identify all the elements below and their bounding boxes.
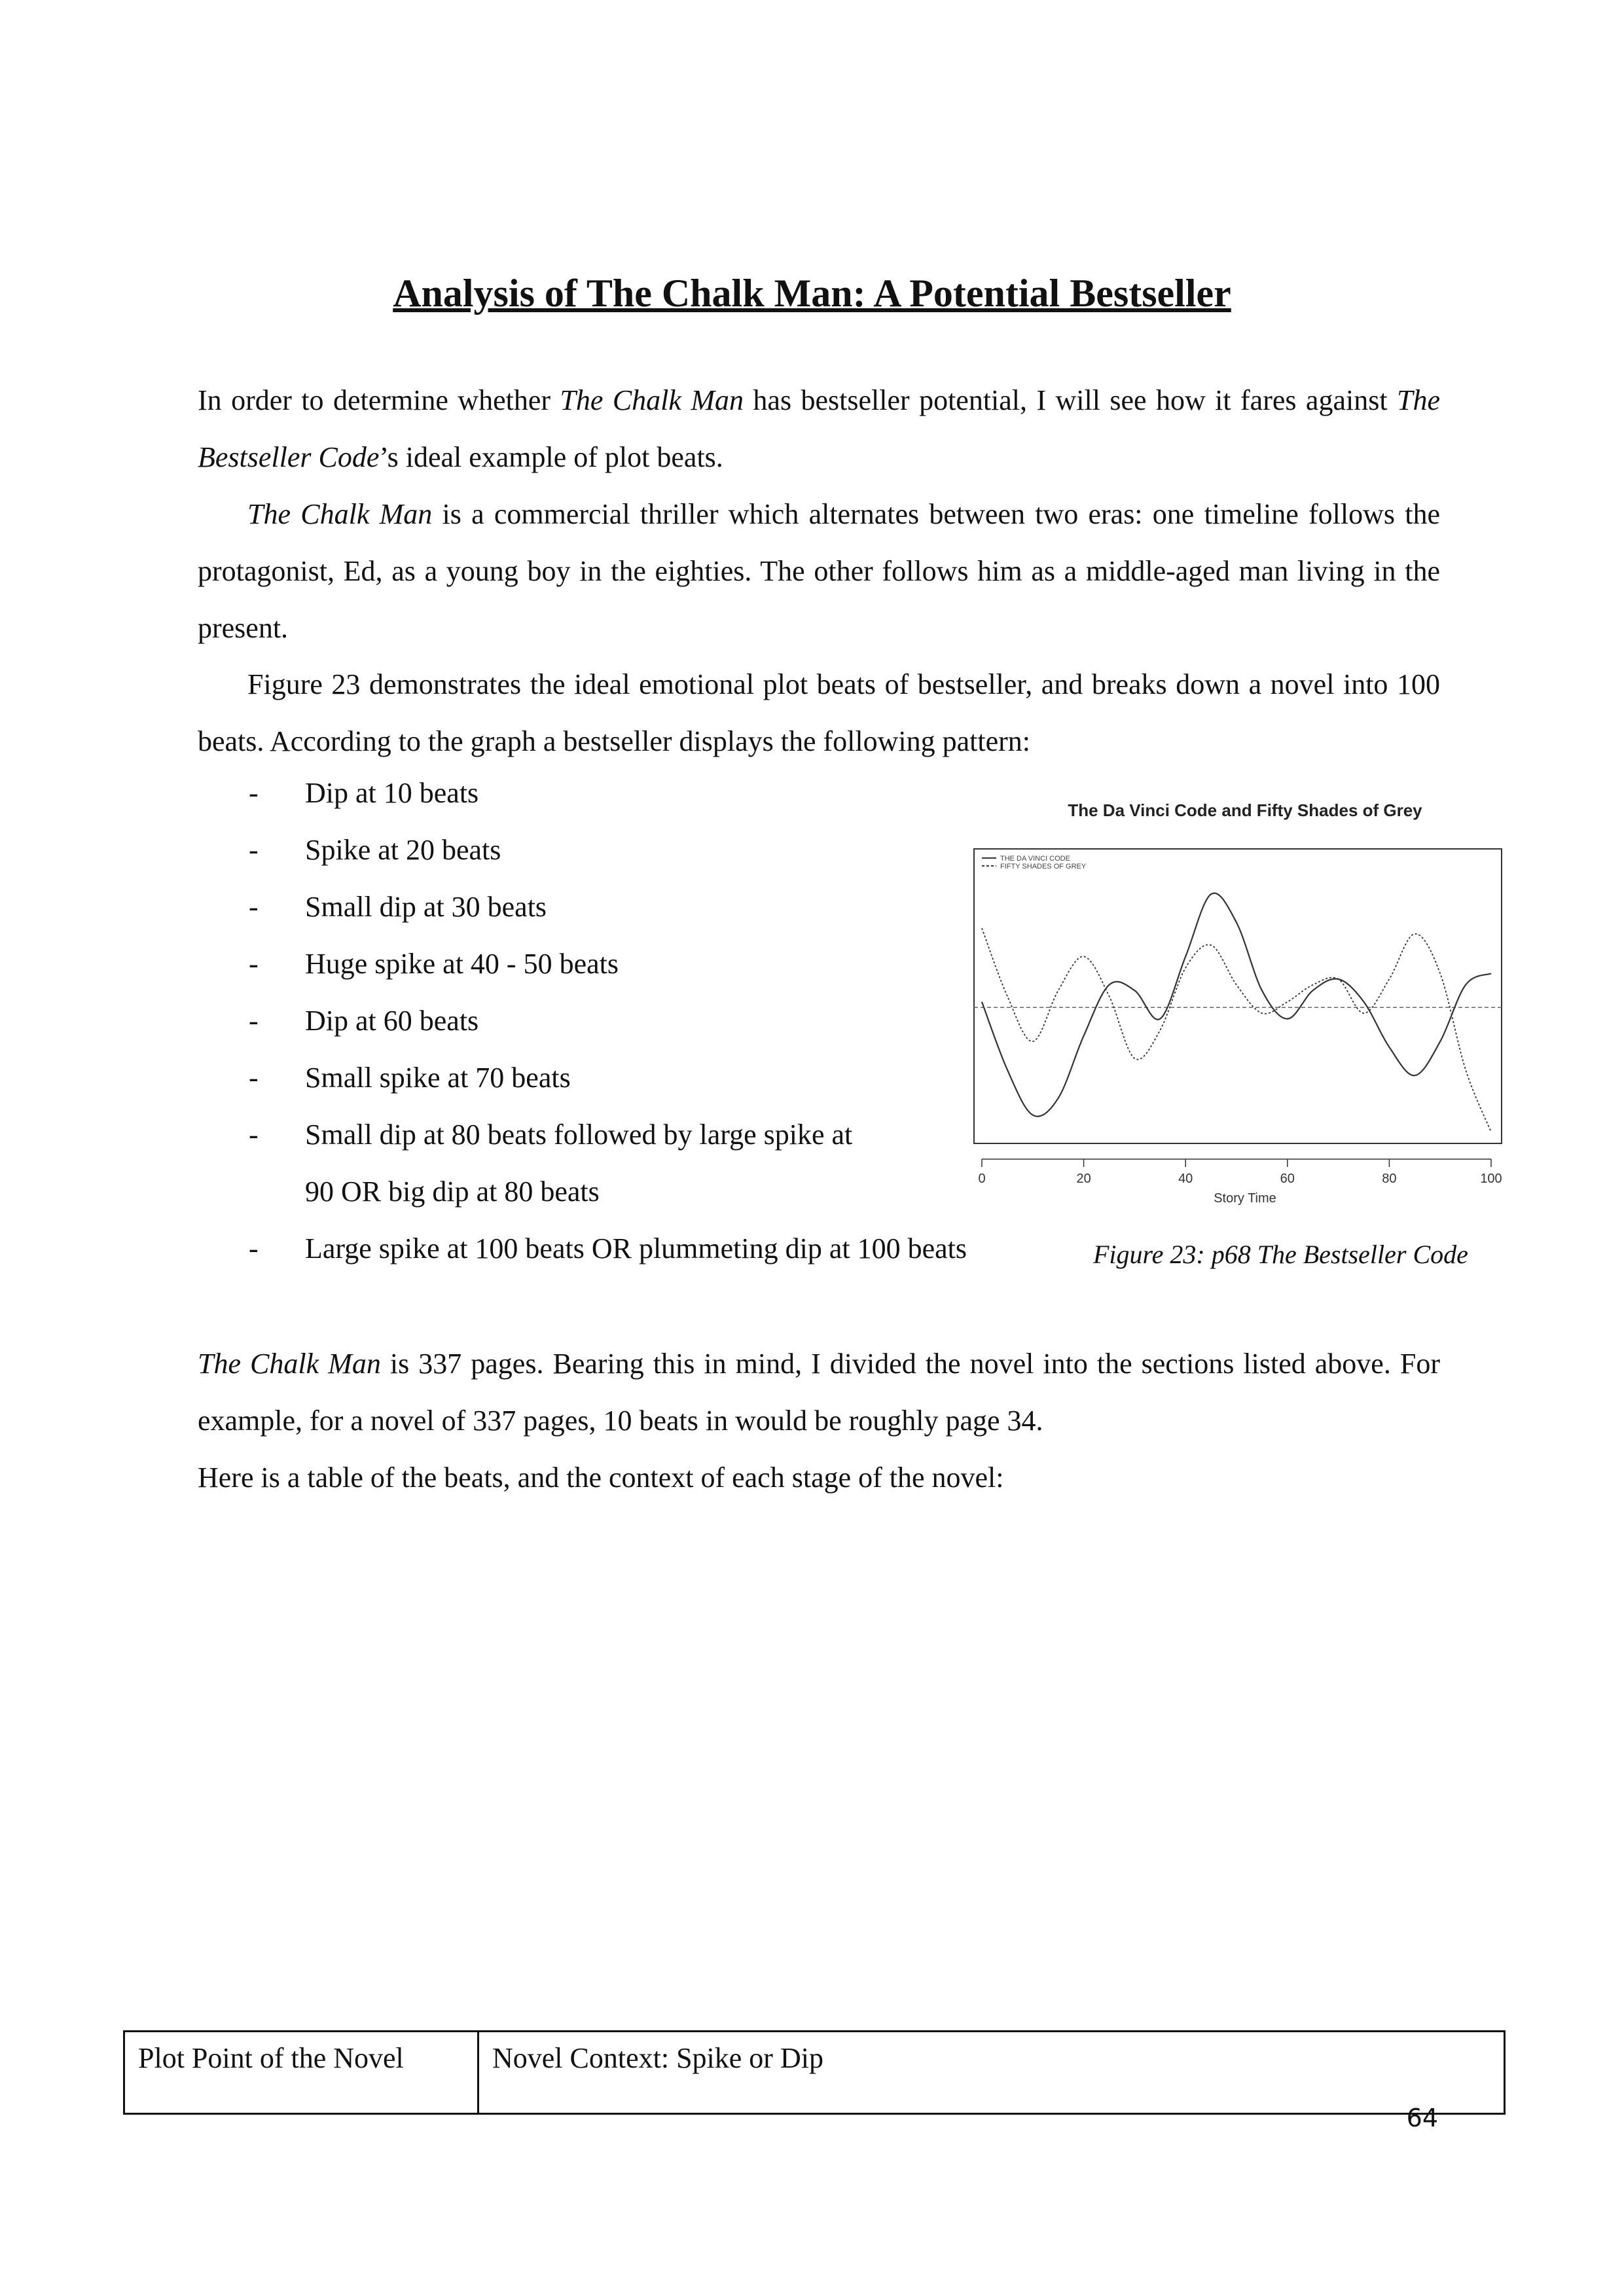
table-header-row: [124, 2032, 1505, 2114]
chart-title: The Da Vinci Code and Fifty Shades of Grey: [1068, 800, 1422, 820]
list-item: - Spike at 20 beats: [249, 834, 501, 866]
x-tick-label: 60: [1280, 1172, 1295, 1186]
x-axis-label: Story Time: [1214, 1191, 1276, 1206]
list-item-continuation: 90 OR big dip at 80 beats: [305, 1175, 600, 1208]
intro-paragraph: In order to determine whether The Chalk Man has bestseller potential, I will see how it fares against The Bestseller Code’s ideal example of plot beats.: [198, 384, 1440, 473]
page-number: 64: [1406, 2104, 1438, 2132]
beats-table: [123, 2030, 1506, 2115]
x-tick-label: 80: [1382, 1172, 1397, 1186]
legend-label: FIFTY SHADES OF GREY: [1000, 863, 1087, 870]
figure-23-chart: [964, 789, 1513, 1293]
list-item: - Large spike at 100 beats OR plummeting dip at 100 beats: [249, 1232, 967, 1265]
table-header-cell: Novel Context: Spike or Dip: [478, 2032, 1505, 2114]
page-title: Analysis of The Chalk Man: A Potential Bestseller: [393, 272, 1231, 315]
chart-svg: [964, 789, 1513, 1208]
legend-label: THE DA VINCI CODE: [1000, 855, 1070, 863]
list-item: - Small spike at 70 beats: [249, 1062, 571, 1094]
list-item: - Dip at 10 beats: [249, 777, 479, 809]
figure-caption: Figure 23: p68 The Bestseller Code: [1093, 1240, 1468, 1269]
series-line-da-vinci: [982, 893, 1491, 1117]
series-line-fifty-shades: [982, 928, 1491, 1132]
x-tick-label: 40: [1178, 1172, 1193, 1186]
x-tick-label: 0: [978, 1172, 986, 1186]
page-count-paragraph: The Chalk Man is 337 pages. Bearing this in mind, I divided the novel into the sections listed above. For example, for a novel of 337 pages, 10 beats in would be roughly page 34.: [198, 1348, 1440, 1437]
plot-frame: [974, 849, 1502, 1143]
description-paragraph: The Chalk Man is a commercial thriller which alternates between two eras: one timeline follows the protagonist, Ed, as a young boy in the eighties. The other follows him as a middle-aged man living in the present.: [198, 498, 1440, 644]
table-intro-paragraph: Here is a table of the beats, and the context of each stage of the novel:: [198, 1462, 1004, 1494]
x-tick-label: 20: [1076, 1172, 1091, 1186]
chart-legend: [982, 855, 1087, 870]
x-tick-label: 100: [1480, 1172, 1502, 1186]
list-item: - Small dip at 80 beats followed by large spike at: [249, 1119, 853, 1151]
list-item: - Small dip at 30 beats: [249, 891, 547, 923]
figure-intro-paragraph: Figure 23 demonstrates the ideal emotional plot beats of bestseller, and breaks down a novel into 100 beats. According to the graph a bestseller displays the following pattern:: [198, 668, 1440, 757]
table-header-cell: Plot Point of the Novel: [124, 2032, 478, 2114]
list-item: - Dip at 60 beats: [249, 1005, 479, 1037]
list-item: - Huge spike at 40 - 50 beats: [249, 948, 619, 980]
